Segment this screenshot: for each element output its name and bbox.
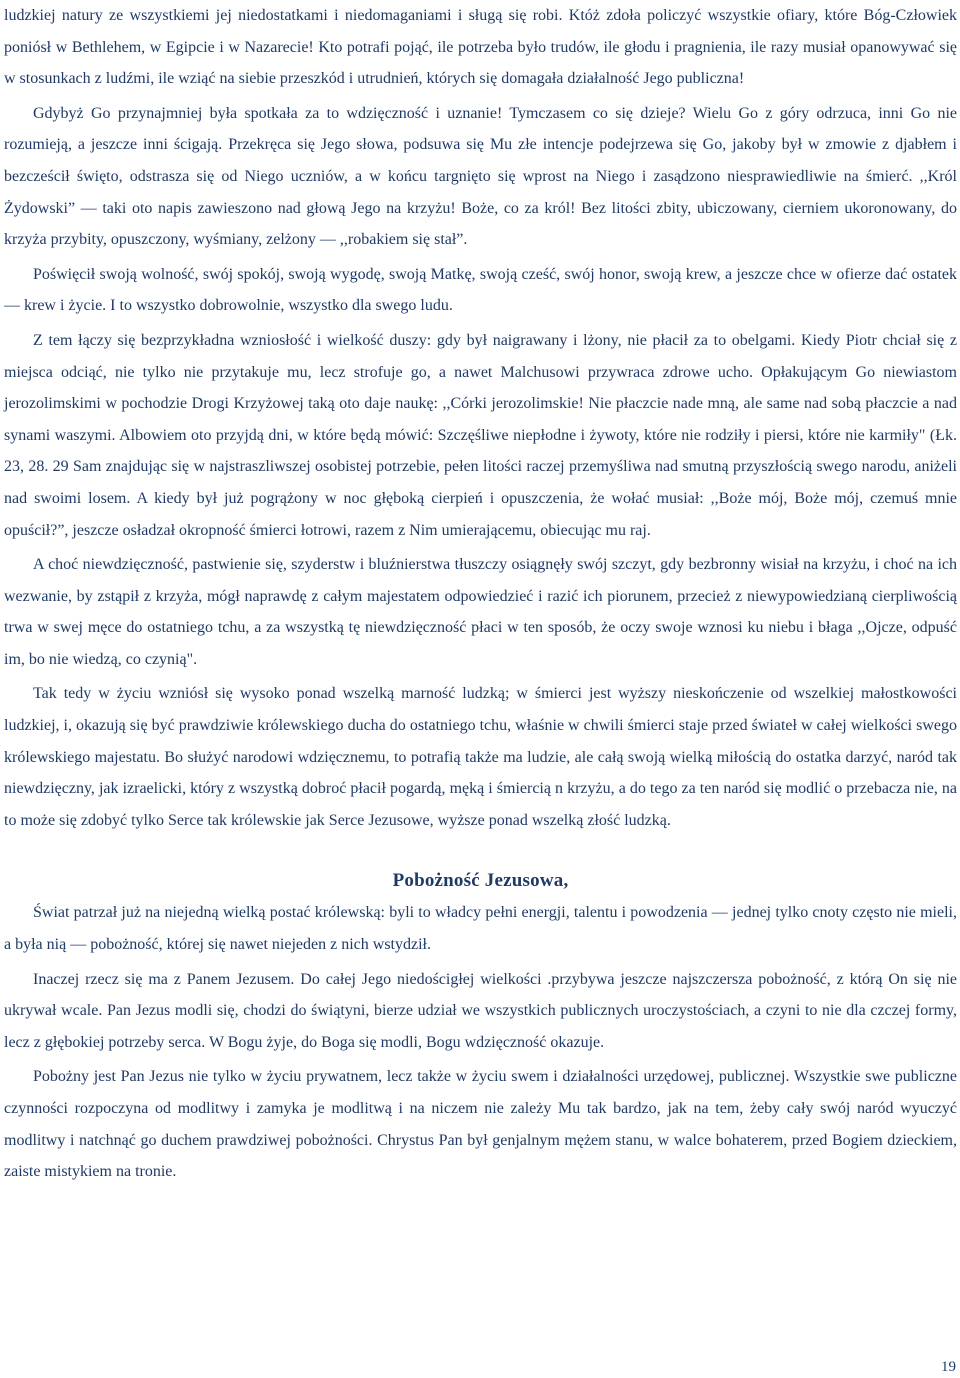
paragraph: A choć niewdzięczność, pastwienie się, szyderstw i bluźnierstwa tłuszczy osiągnęły swój szczyt, gdy bezbronny wisiał na krzyżu, i choć na ich wezwanie, by zstąpił z krzyża, mógł naprawdę z całym majestatem odpowiedzieć i razić ich piorunem, przecież z niewypowiedzianą cierpliwością trwa w swej męce do ostatniego tchu, a za wszystką tę niewdzięczność płaci w ten sposób, że oczy swoje wznosi ku niebu i błaga ,,Ojcze, odpuść im, bo nie wiedzą, co czynią".	[4, 556, 957, 668]
section-title: Pobożność Jezusowa,	[392, 870, 569, 892]
section-passion	[4, 0, 957, 836]
paragraph: Pobożny jest Pan Jezus nie tylko w życiu prywatnem, lecz także w życiu swem i działalności urzędowej, publicznej. Wszystkie swe publiczne czynności rozpoczyna od modlitwy i zamyka je modlitwą i na niczem nie zależy Mu tak bardzo, jak na tem, żeby cały swój naród wyuczyć modlitwy i natchnąć go duchem prawdziwej pobożności. Chrystus Pan był genjalnym mężem stanu, w walce bohaterem, przed Bogiem dzieckiem, zaiste mistykiem na tronie.	[4, 1068, 957, 1181]
section-piety	[4, 897, 957, 1187]
paragraph: Poświęcił swoją wolność, swój spokój, swoją wygodę, swoją Matkę, swoją cześć, swój honor, swoją krew, a jeszcze chce w ofierze dać ostatek ― krew i życie. I to wszystko dobrowolnie, wszystko dla swego ludu.	[4, 265, 957, 315]
paragraph: Świat patrzał już na niejedną wielką postać królewską: byli to władcy pełni energji, talentu i powodzenia ― jednej tylko cnoty często nie mieli, a była nią ― pobożność, której się nawet niejeden z nich wstydził.	[4, 904, 957, 954]
paragraph: Z tem łączy się bezprzykładna wzniosłość i wielkość duszy: gdy był naigrawany i lżony, nie płacił za to obelgami. Kiedy Piotr chciał się z miejsca odciąć, nie tylko nie przytakuje mu, lecz strofuje go, a nawet Malchusowi przywraca zdrowe ucho. Opłakującym Go niewiastom jerozolimskimi w pochodzie Drogi Krzyżowej taką oto daje naukę: ,,Córki jerozolimskie! Nie płaczcie nade mną, ale same nad sobą płaczcie a nad synami waszymi. Albowiem oto przyjdą dni, w które będą mówić: Szczęśliwe niepłodne i żywoty, które nie rodziły i piersi, które nie karmiły" (Łk. 23, 28. 29 Sam znajdując się w najstraszliwszej osobistej potrzebie, pełen litości raczej przemyśliwa nad smutną przyszłością swego narodu, aniżeli nad swoimi losem. A kiedy był już pogrążony w noc głęboką cierpień i opuszczenia, że wołać musiał: ,,Boże mój, Boże mój, czemuś mnie opuścił?”, jeszcze osładzał okropność śmierci łotrowi, razem z Nim umierającemu, obiecując mu raj.	[4, 331, 957, 539]
paragraph: Tak tedy w życiu wzniósł się wysoko ponad wszelką marność ludzką; w śmierci jest wyższy nieskończenie od wszelkiej małostkowości ludzkiej, i, okazują się być prawdziwie królewskiego ducha do ostatniego tchu, właśnie w chwili śmierci staje przed świateł w całej wielkości swego królewskiego majestatu. Bo służyć narodowi wdzięcznemu, to potrafią także ma ludzie, ale całą swoją wielką miłością do ostatka darzyć, naród tak niewdzięczny, jak izraelicki, który z wszystką dobroć płacił pogardą, męką i śmiercią n krzyżu, a do tego za ten naród się modlić o przebacza nie, na to może się zdobyć tylko Serce tak królewskie jak Serce Jezusowe, wyższe ponad wszelką złość ludzką.	[4, 685, 957, 829]
document-page	[4, 0, 957, 1188]
paragraph: Inaczej rzecz się ma z Panem Jezusem. Do całej Jego niedościgłej wielkości .przybywa jeszcze najszczersza pobożność, z którą On się nie ukrywał wcale. Pan Jezus modli się, chodzi do świątyni, bierze udział we wszystkich publicznych uroczystościach, a czyni to nie dla czczej formy, lecz z głębokiej potrzeby serca. W Bogu żyje, do Boga się modli, Bogu wdzięczność okazuje.	[4, 970, 957, 1051]
paragraph: Gdybyż Go przynajmniej była spotkała za to wdzięczność i uznanie! Tymczasem co się dzieje? Wielu Go z góry odrzuca, inni Go nie rozumieją, a jeszcze inni ścigają. Przekręca się Jego słowa, podsuwa się Mu złe intencje podejrzewa się Go, jakoby był w zmowie z djabłem i bezcześcił święto, odstrasza się od Niego uczniów, a w końcu targnięto się wprost na Niego i zasądzono niesprawiedliwie na śmierć. ,,Król Żydowski” ― taki oto napis zawieszono nad głową Jego na krzyżu! Boże, co za król! Bez litości zbity, ubiczowany, cierniem ukoronowany, do krzyża przybity, opuszczony, wyśmiany, zelżony ― ,,robakiem się stał”.	[4, 104, 957, 249]
page-number: 19	[941, 1359, 956, 1375]
paragraph: ludzkiej natury ze wszystkiemi jej niedostatkami i niedomaganiami i sługą się robi. Któż zdoła policzyć wszystkie ofiary, które Bóg-Człowiek poniósł w Bethlehem, w Egipcie i w Nazarecie! Kto potrafi pojąć, ile potrzeba było trudów, ile głodu i pragnienia, ile razy musiał opanowywać się w stosunkach z ludźmi, ile wziąć na siebie przeszkód i utrudnień, których się domagała działalność Jego publiczna!	[4, 7, 957, 88]
